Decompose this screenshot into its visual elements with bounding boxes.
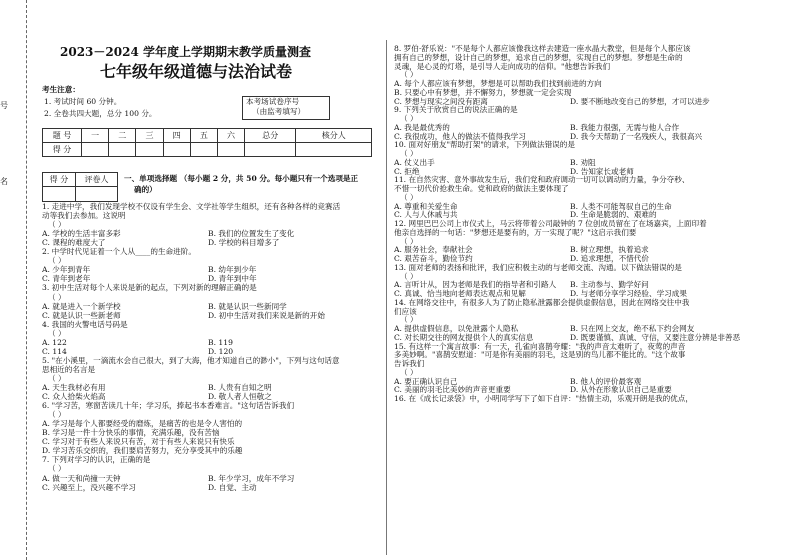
question-line: A. 学校的生活丰富多彩: [42, 229, 121, 239]
question-line: C. 我很成功，他人的做法不值得我学习: [394, 131, 526, 141]
question-line: 8. 罗伯·舒乐说："不是每个人都应该像我这样去建造一座水晶大教堂，但是每个人都应该: [394, 44, 691, 53]
question-line: （ ）: [400, 192, 418, 202]
notice-line1: 1. 考试时间 60 分钟。: [44, 97, 122, 106]
question-line: D. 追求理想，不惜代价: [570, 254, 649, 263]
question-line: C. 学习对于有些人来说只有苦，对于有些人来说只有快乐: [42, 437, 235, 447]
question-line: B. 只在网上交友，绝不私下约会网友: [570, 324, 695, 333]
score-blank[interactable]: [163, 143, 190, 157]
question-line: 15. 有这样一个寓言故事：有一天，孔雀向喜鹊夸耀："我的声音太难听了，夜莺的声音: [394, 341, 686, 351]
score-cell: 四: [163, 129, 190, 143]
question-line: B. 人贵有自知之明: [208, 383, 272, 392]
question-line: 11. 在自然灾害、意外事故发生后，我们党和政府调动一切可以调动的力量，争分夺秒、: [394, 175, 690, 185]
question-line: （ ）: [400, 367, 418, 377]
question-line: C. 114: [42, 346, 67, 356]
question-line: D. 学习苦乐交织的，我们要肩苦努力，充分享受其中的乐趣: [42, 446, 243, 456]
question-line: （ ）: [48, 292, 66, 302]
question-line: 灵魂，是心灵的灯塔，是引导人走向成功的信仰。"他想告诉我们: [394, 61, 611, 71]
score-cell: 核分人: [296, 129, 372, 143]
question-line: B. 劝阻: [570, 157, 596, 167]
question-line: D. 生命是脆弱的、艰难的: [570, 210, 657, 220]
question-line: B. 年少学习，成年不学习: [208, 473, 295, 483]
section1-grader-label: 评卷人: [75, 173, 117, 187]
question-line: （ ）: [400, 271, 418, 281]
question-line: A. 学习是每个人都要经受的磨炼，是痛苦的也是令人害怕的: [42, 419, 243, 429]
question-line: A. 言听计从，因为老师是我们的指导者和引路人: [394, 280, 557, 290]
question-line: C. 真诚、恰当地向老师表达观点和见解: [394, 289, 526, 298]
question-line: 4. 我国的火警电话号码是: [42, 319, 128, 329]
question-line: B. 主动参与、勤学好问: [570, 280, 649, 290]
question-line: （ ）: [48, 410, 66, 420]
question-line: A. 天生我材必有用: [42, 383, 106, 392]
score-cell: 二: [109, 129, 136, 143]
question-line: 2. 中学时代见证着一个人从____的生命进阶。: [42, 247, 196, 257]
question-line: （ ）: [400, 315, 418, 325]
question-line: （ ）: [48, 256, 66, 266]
question-line: B. 我们的位置发生了变化: [208, 229, 295, 239]
question-line: （ ）: [400, 70, 418, 80]
question-line: B. 119: [208, 337, 233, 347]
question-line: B. 他人的评价最客观: [570, 376, 642, 386]
question-line: C. 梦想与现实之间没有距离: [394, 96, 488, 106]
question-line: C. 众人拾柴火焰高: [42, 392, 106, 402]
question-line: A. 服务社会，奉献社会: [394, 245, 473, 255]
section1-grader-table: [42, 172, 118, 202]
score-blank[interactable]: [217, 143, 244, 157]
question-line: 6. "学习苦，寒窗苦读几十年；学习乐，捧起书本香难言。"这句话告诉我们: [42, 401, 295, 411]
question-line: D. 与老师分享学习经验、学习成果: [570, 289, 687, 298]
question-line: 13. 面对老师的表扬和批评，我们应积极主动的与老师交流、沟通。以下做法错误的是: [394, 262, 682, 272]
section1-score-blank[interactable]: [43, 187, 76, 202]
question-line: D. 我今天帮助了一名残疾人，我很高兴: [570, 131, 703, 141]
margin-mark-name: 名: [0, 177, 8, 186]
question-line: 们应该: [394, 306, 417, 316]
question-line: 5. "在小溪里，一滴流水会自己很大，到了大海，他才知道自己的渺小"，下列与这句话意: [42, 355, 340, 365]
question-line: A. 尊重和关爱生命: [394, 201, 458, 211]
question-line: D. 既要谨慎、真诚、守信，又要注意分辨是非善恶: [570, 332, 741, 342]
score-table-score-row: [43, 143, 372, 157]
question-line: B. 幼年到少年: [208, 265, 257, 275]
question-line: D. 告知家长或老师: [570, 166, 634, 176]
question-line: A. 做一天和尚撞一天钟: [42, 473, 121, 483]
score-cell: 得 分: [43, 143, 82, 157]
question-line: C. 人与人休戚与共: [394, 210, 458, 220]
question-line: C. 课程的难度大了: [42, 238, 106, 248]
question-line: C. 对长期交往的网友提供个人的真实信息: [394, 332, 534, 342]
question-line: 动等我们去参加。这说明: [42, 211, 126, 221]
question-line: C. 就是认识一些新老师: [42, 310, 121, 320]
question-line: 14. 在网络交往中，有很多人为了防止隐私泄露都会提供虚假信息，因此在网络交往中我: [394, 297, 690, 307]
question-line: （ ）: [400, 149, 418, 158]
question-line: 9. 下列关于欣赏自己的说法正确的是: [394, 105, 518, 115]
question-line: C. 拒绝: [394, 166, 420, 176]
score-cell: 六: [217, 129, 244, 143]
score-cell: 三: [136, 129, 163, 143]
question-line: A. 提供虚假信息，以免泄露个人隐私: [394, 324, 519, 333]
score-blank[interactable]: [190, 143, 217, 157]
score-blank[interactable]: [82, 143, 109, 157]
score-cell: 五: [190, 129, 217, 143]
question-line: （ ）: [48, 464, 66, 474]
question-line: 16. 在《成长记录袋》中，小明同学写下了如下自评："热情主动，乐观开朗是我的优点，: [394, 394, 693, 403]
column-divider: [386, 40, 387, 555]
score-table: [42, 128, 372, 157]
question-line: 10. 面对好朋友"帮助打架"的请求，下列做法错误的是: [394, 140, 575, 150]
question-line: 不惜一切代价抢救生命。党和政府的做法主要体现了: [394, 184, 569, 193]
question-line: （ ）: [400, 114, 418, 123]
binding-line: [26, 0, 28, 560]
question-line: B. 就是认识一些新同学: [208, 301, 287, 311]
question-line: B. 人类不可能驾驭自己的生命: [570, 201, 672, 211]
question-line: D. 学校的科目增多了: [208, 238, 280, 248]
notice-heading: 考生注意：: [42, 85, 80, 94]
seat-number-label1: 本考场试卷序号: [246, 97, 300, 106]
question-line: D. 要不断地改变自己的梦想，才可以进步: [570, 96, 710, 106]
seat-number-label2: （由监考填写）: [252, 107, 306, 116]
question-line: 多美妙啊。"喜鹊安慰道："可是你有美丽的羽毛，这是别的鸟儿都不能比的。"这个故事: [394, 350, 686, 360]
section1-grader-blank[interactable]: [75, 187, 117, 202]
question-line: D. 青年到中年: [208, 274, 257, 284]
question-line: D. 自觉、主动: [208, 482, 257, 492]
question-line: B. 学习是一件十分快乐的事情，充满乐趣，没有苦恼: [42, 428, 220, 438]
question-line: B. 我能力很强，无需与他人合作: [570, 122, 680, 132]
question-line: A. 122: [42, 337, 67, 347]
question-line: C. 艰苦奋斗，勤俭节约: [394, 254, 473, 263]
notice-line2: 2. 全卷共四大题，总分 100 分。: [44, 109, 157, 118]
question-line: B. 树立理想，执着追求: [570, 245, 649, 255]
question-line: D. 敬人者人恒敬之: [208, 392, 272, 402]
score-blank[interactable]: [109, 143, 136, 157]
question-line: 他亲自选择的一句话："梦想还是要有的，万一实现了呢？"这启示我们要: [394, 227, 637, 237]
exam-title-line2: 七年级年级道德与法治试卷: [100, 62, 293, 81]
question-line: 1. 走进中学，我们发现学校不仅设有学生会、文学社等学生组织，还有各种各样的竞赛活: [42, 202, 341, 211]
section1-title: 一、单项选择题 （每小题 2 分，共 50 分。每小题只有一个选项是正: [124, 174, 359, 183]
section1-title-cont: 确的）: [134, 185, 157, 194]
question-line: C. 青年到老年: [42, 274, 91, 284]
question-line: A. 少年到青年: [42, 265, 91, 275]
question-line: A. 每个人都应该有梦想，梦想是可以帮助我们找到前进的方向: [394, 79, 602, 88]
question-line: 7. 下列对学习的认识，正确的是: [42, 455, 151, 465]
question-line: D. 从外在形象认识自己是重要: [570, 385, 672, 395]
section1-score-label: 得 分: [43, 173, 76, 187]
question-line: A. 要正确认识自己: [394, 376, 458, 386]
question-line: C. 美丽的羽毛比美妙的声音更重要: [394, 385, 511, 395]
question-line: B. 只要心中有梦想，并不懈努力，梦想就一定会实现: [394, 87, 572, 97]
score-cell: 总分: [245, 129, 296, 143]
question-line: 告诉我们: [394, 359, 425, 368]
score-blank[interactable]: [136, 143, 163, 157]
question-line: C. 兴趣至上，没兴趣不学习: [42, 482, 136, 492]
question-line: A. 仗义出手: [394, 157, 435, 167]
score-blank[interactable]: [296, 143, 372, 157]
score-cell: 题 号: [43, 129, 82, 143]
score-table-header-row: [43, 129, 372, 143]
question-line: （ ）: [400, 236, 418, 246]
question-line: 12. 网里巴巴公司上市仪式上，马云将带着公司敲钟的 7 位创成员留在了在场嘉宾，上面印着: [394, 219, 707, 228]
question-line: D. 初中生活对我们来说是新的开始: [208, 310, 325, 320]
margin-mark-number: 号: [0, 101, 8, 110]
question-line: （ ）: [48, 220, 66, 230]
score-blank[interactable]: [245, 143, 296, 157]
exam-title-line1: 2023－2024 学年度上学期期末教学质量测查: [60, 45, 311, 59]
score-cell: 一: [82, 129, 109, 143]
question-line: A. 就是进入一个新学校: [42, 301, 121, 311]
question-line: D. 120: [208, 346, 234, 356]
question-line: 拥有自己的梦想，设计自己的梦想，追求自己的梦想，实现自己的梦想。梦想是生命的: [394, 52, 683, 62]
question-line: 思相近的名言是: [42, 364, 96, 374]
question-line: A. 我是最优秀的: [394, 122, 450, 132]
question-line: 3. 初中生活对每个人来说是新的起点，下列对新的理解正确的是: [42, 283, 257, 293]
question-line: （ ）: [48, 328, 66, 338]
question-line: （ ）: [48, 373, 66, 383]
